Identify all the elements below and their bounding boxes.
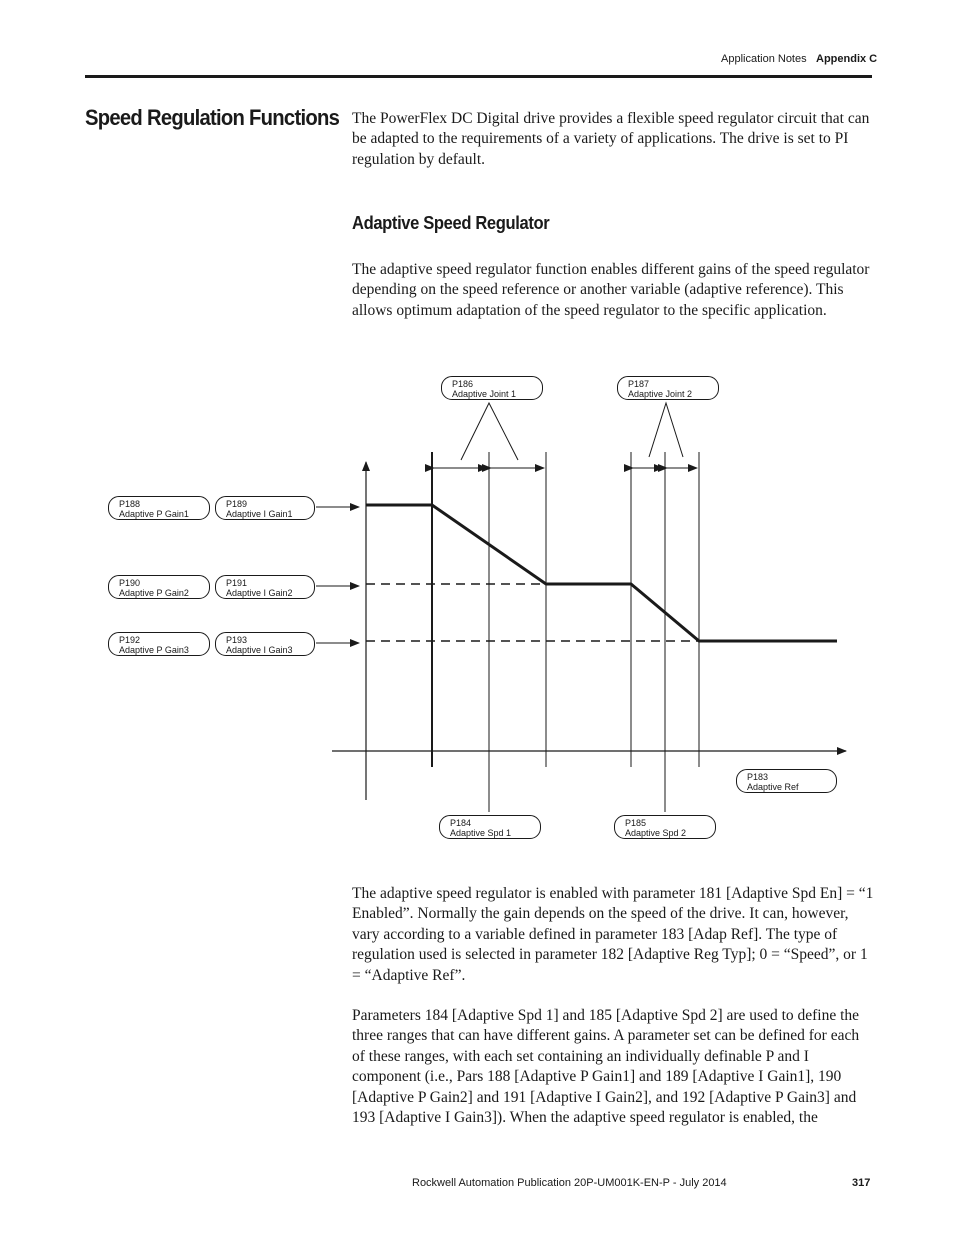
header-rule bbox=[85, 75, 872, 78]
label-p186: P186 Adaptive Joint 1 bbox=[441, 376, 543, 400]
adaptive-gain-diagram bbox=[100, 360, 860, 850]
label-p184: P184 Adaptive Spd 1 bbox=[439, 815, 541, 839]
adaptive-paragraph: The adaptive speed regulator function enables different gains of the speed regulator depending on the speed reference or another variable (adaptive reference). This allows optimum adaptation of the speed regulator to the specific application. bbox=[352, 261, 870, 319]
footer-publication: Rockwell Automation Publication 20P-UM001K-EN-P - July 2014 bbox=[412, 1177, 727, 1189]
header-section-label: Application Notes bbox=[721, 53, 807, 65]
footer-page-number: 317 bbox=[852, 1177, 871, 1189]
label-p187: P187 Adaptive Joint 2 bbox=[617, 376, 719, 400]
intro-paragraph: The PowerFlex DC Digital drive provides a flexible speed regulator circuit that can be adapted to the requirements of a variety of applications. The drive is set to PI regulation by default. bbox=[352, 110, 870, 168]
label-p189: P189 Adaptive I Gain1 bbox=[215, 496, 315, 520]
subsection-title: Adaptive Speed Regulator bbox=[352, 213, 550, 233]
label-p193: P193 Adaptive I Gain3 bbox=[215, 632, 315, 656]
label-p188: P188 Adaptive P Gain1 bbox=[108, 496, 210, 520]
label-p192: P192 Adaptive P Gain3 bbox=[108, 632, 210, 656]
label-p183: P183 Adaptive Ref bbox=[736, 769, 837, 793]
gain-profile bbox=[366, 505, 837, 641]
label-p190: P190 Adaptive P Gain2 bbox=[108, 575, 210, 599]
label-p185: P185 Adaptive Spd 2 bbox=[614, 815, 716, 839]
header-appendix-label: Appendix C bbox=[816, 53, 878, 65]
section-title: Speed Regulation Functions bbox=[85, 105, 340, 130]
enable-paragraph: The adaptive speed regulator is enabled with parameter 181 [Adaptive Spd En] = “1 Enabled”. Normally the gain depends on the speed of the drive. It can, however, vary according to a variable defined in parameter 183 [Adap Ref]. The type of regulation used is selected in parameter 182 [Adaptive Reg Typ]; 0 = “Speed”, or 1 = “Adaptive Ref”. bbox=[352, 885, 874, 984]
ranges-paragraph: Parameters 184 [Adaptive Spd 1] and 185 [Adaptive Spd 2] are used to define the three ranges that can have different gains. A parameter set can be defined for each of these ranges, with each set containing an individually definable P and I component (i.e., Pars 188 [Adaptive P Gain1] and 189 [Adaptive I Gain1], 190 [Adaptive P Gain2] and 191 [Adaptive I Gain2], and 192 [Adaptive P Gain3] and 193 [Adaptive I Gain3]). When the adaptive speed regulator is enabled, the bbox=[352, 1007, 860, 1127]
label-p191: P191 Adaptive I Gain2 bbox=[215, 575, 315, 599]
